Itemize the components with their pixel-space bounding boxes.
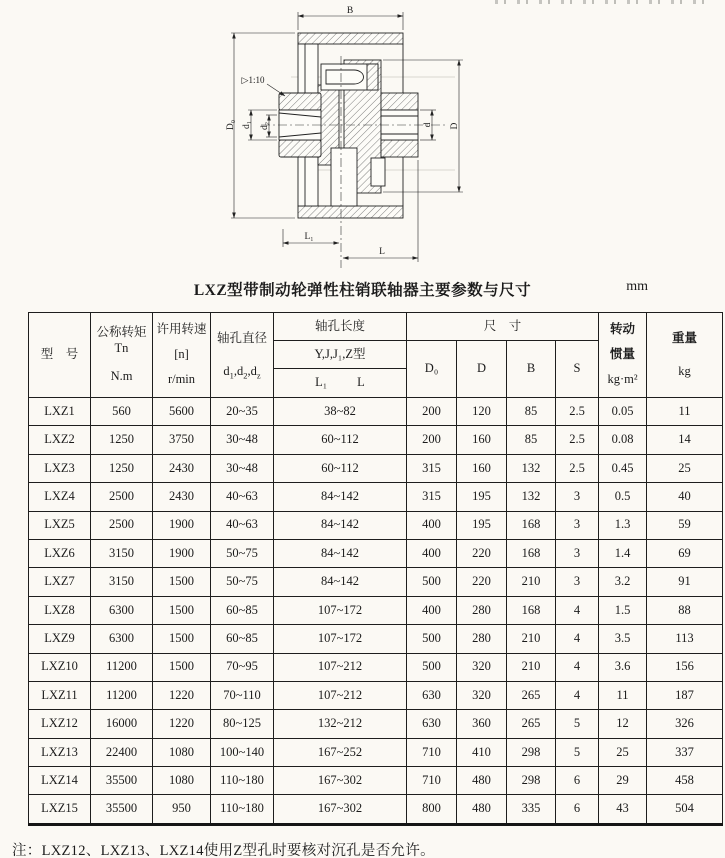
table-cell: LXZ10 — [29, 653, 91, 681]
col-header-D0: D₀ — [407, 341, 457, 398]
table-cell: 3150 — [91, 539, 153, 567]
table-cell: 4 — [556, 681, 599, 709]
table-cell: 168 — [507, 539, 556, 567]
table-cell: 69 — [647, 539, 723, 567]
table-cell: 1250 — [91, 426, 153, 454]
table-cell: 2.5 — [556, 398, 599, 426]
table-row — [29, 738, 723, 766]
table-cell: 43 — [599, 795, 647, 824]
parameters-table — [28, 312, 723, 826]
table-cell: 2500 — [91, 511, 153, 539]
table-cell: 30~48 — [211, 426, 274, 454]
table-cell: 6300 — [91, 625, 153, 653]
table-cell: 156 — [647, 653, 723, 681]
table-cell: 84~142 — [274, 568, 407, 596]
table-cell: 210 — [507, 625, 556, 653]
table-cell: 3150 — [91, 568, 153, 596]
col-header-B: B — [507, 341, 556, 398]
table-cell: 110~180 — [211, 767, 274, 795]
table-cell: 113 — [647, 625, 723, 653]
torque-label-line1: 公称转矩Tn — [96, 325, 147, 355]
table-cell: 38~82 — [274, 398, 407, 426]
footnote: 注：LXZ12、LXZ13、LXZ14使用Z型孔时要核对沉孔是否允许。 — [12, 842, 435, 858]
table-cell: 11 — [599, 681, 647, 709]
table-cell: 710 — [407, 767, 457, 795]
table-cell: 6 — [556, 767, 599, 795]
col-header-bore-types: Y,J,J₁,Z型 — [274, 341, 407, 369]
table-row — [29, 511, 723, 539]
weight-label: 重量 — [672, 330, 698, 345]
table-cell: 132 — [507, 454, 556, 482]
table-cell: 5 — [556, 738, 599, 766]
table-cell: 400 — [407, 511, 457, 539]
table-cell: 480 — [457, 795, 507, 824]
col-header-speed — [153, 313, 211, 398]
table-cell: 107~172 — [274, 596, 407, 624]
table-cell: 337 — [647, 738, 723, 766]
col-header-D: D — [457, 341, 507, 398]
table-cell: LXZ5 — [29, 511, 91, 539]
table-cell: 3750 — [153, 426, 211, 454]
table-cell: 60~112 — [274, 454, 407, 482]
table-cell: 16000 — [91, 710, 153, 738]
table-cell: 70~95 — [211, 653, 274, 681]
table-cell: 100~140 — [211, 738, 274, 766]
table-cell: 800 — [407, 795, 457, 824]
table-cell: 50~75 — [211, 568, 274, 596]
table-cell: 3 — [556, 511, 599, 539]
inertia-unit: kg·m² — [607, 372, 638, 387]
table-cell: 168 — [507, 511, 556, 539]
table-cell: LXZ2 — [29, 426, 91, 454]
table-cell: 200 — [407, 398, 457, 426]
table-cell: 0.05 — [599, 398, 647, 426]
table-cell: 167~252 — [274, 738, 407, 766]
table-cell: 84~142 — [274, 511, 407, 539]
table-cell: 60~85 — [211, 625, 274, 653]
table-cell: LXZ8 — [29, 596, 91, 624]
table-cell: 5600 — [153, 398, 211, 426]
weight-unit: kg — [678, 363, 691, 378]
table-cell: 85 — [507, 426, 556, 454]
table-row — [29, 426, 723, 454]
table-cell: 1900 — [153, 511, 211, 539]
table-cell: LXZ4 — [29, 483, 91, 511]
table-cell: 70~110 — [211, 681, 274, 709]
taper-label: ▷1:10 — [241, 75, 265, 85]
table-cell: 195 — [457, 511, 507, 539]
table-row — [29, 653, 723, 681]
table-cell: 1080 — [153, 738, 211, 766]
table-cell: 326 — [647, 710, 723, 738]
coupling-section-drawing — [221, 0, 501, 272]
table-cell: 40~63 — [211, 511, 274, 539]
table-cell: 280 — [457, 596, 507, 624]
table-cell: 0.5 — [599, 483, 647, 511]
table-row — [29, 795, 723, 824]
table-row — [29, 568, 723, 596]
L-label: L — [357, 375, 365, 390]
table-row — [29, 483, 723, 511]
table-cell: 630 — [407, 681, 457, 709]
table-cell: 630 — [407, 710, 457, 738]
table-cell: 560 — [91, 398, 153, 426]
title-row — [0, 278, 725, 304]
table-cell: 710 — [407, 738, 457, 766]
table-cell: 1500 — [153, 568, 211, 596]
table-cell: 30~48 — [211, 454, 274, 482]
table-cell: LXZ3 — [29, 454, 91, 482]
table-cell: 5 — [556, 710, 599, 738]
table-cell: 84~142 — [274, 539, 407, 567]
torque-label-line2: N.m — [110, 369, 133, 383]
table-cell: 107~172 — [274, 625, 407, 653]
table-cell: 11200 — [91, 653, 153, 681]
table-cell: 195 — [457, 483, 507, 511]
table-cell: 40~63 — [211, 483, 274, 511]
table-cell: 25 — [599, 738, 647, 766]
table-cell: 167~302 — [274, 795, 407, 824]
table-cell: 500 — [407, 653, 457, 681]
table-cell: 315 — [407, 454, 457, 482]
table-cell: 160 — [457, 454, 507, 482]
table-cell: 168 — [507, 596, 556, 624]
col-header-bore-length: 轴孔长度 — [274, 313, 407, 341]
table-cell: 107~212 — [274, 653, 407, 681]
table-cell: LXZ11 — [29, 681, 91, 709]
unit-label: mm — [626, 279, 648, 294]
speed-label-line1: 许用转速 — [156, 322, 207, 337]
table-row — [29, 710, 723, 738]
col-header-L1-L — [274, 369, 407, 398]
table-row — [29, 625, 723, 653]
table-cell: LXZ6 — [29, 539, 91, 567]
table-cell: LXZ9 — [29, 625, 91, 653]
table-cell: 220 — [457, 568, 507, 596]
table-row — [29, 539, 723, 567]
table-cell: 320 — [457, 653, 507, 681]
table-cell: 120 — [457, 398, 507, 426]
table-cell: 200 — [407, 426, 457, 454]
table-cell: 110~180 — [211, 795, 274, 824]
table-cell: 132~212 — [274, 710, 407, 738]
table-cell: 2430 — [153, 454, 211, 482]
table-cell: 187 — [647, 681, 723, 709]
table-cell: 25 — [647, 454, 723, 482]
table-cell: LXZ14 — [29, 767, 91, 795]
table-cell: 500 — [407, 625, 457, 653]
table-cell: 6 — [556, 795, 599, 824]
table-cell: 2500 — [91, 483, 153, 511]
table-cell: 0.08 — [599, 426, 647, 454]
dim-label-L1: L₁ — [304, 232, 314, 242]
table-cell: 1080 — [153, 767, 211, 795]
table-row — [29, 454, 723, 482]
table-cell: 60~112 — [274, 426, 407, 454]
table-cell: 280 — [457, 625, 507, 653]
table-cell: 1.5 — [599, 596, 647, 624]
table-cell: 29 — [599, 767, 647, 795]
table-cell: 20~35 — [211, 398, 274, 426]
table-cell: 315 — [407, 483, 457, 511]
table-cell: 132 — [507, 483, 556, 511]
table-cell: 400 — [407, 539, 457, 567]
table-cell: 22400 — [91, 738, 153, 766]
col-header-model: 型 号 — [29, 313, 91, 398]
table-cell: LXZ12 — [29, 710, 91, 738]
dim-label-d: d — [423, 122, 433, 128]
dim-label-B: B — [346, 6, 354, 16]
table-cell: 3.6 — [599, 653, 647, 681]
table-cell: LXZ7 — [29, 568, 91, 596]
L1-label: L₁ — [315, 375, 328, 390]
table-cell: 3 — [556, 568, 599, 596]
table-cell: 410 — [457, 738, 507, 766]
table-row — [29, 398, 723, 426]
page-title: LXZ型带制动轮弹性柱销联轴器主要参数与尺寸 — [193, 282, 532, 299]
table-cell: 1500 — [153, 653, 211, 681]
table-cell: 4 — [556, 625, 599, 653]
table-cell: 265 — [507, 710, 556, 738]
table-cell: 50~75 — [211, 539, 274, 567]
table-cell: 40 — [647, 483, 723, 511]
table-cell: 91 — [647, 568, 723, 596]
table-cell: 458 — [647, 767, 723, 795]
dim-label-D: D — [450, 122, 460, 130]
dim-label-d1: d₁ — [242, 120, 252, 130]
table-cell: LXZ13 — [29, 738, 91, 766]
table-cell: 0.45 — [599, 454, 647, 482]
table-body — [29, 398, 723, 825]
table-cell: 1250 — [91, 454, 153, 482]
col-header-S: S — [556, 341, 599, 398]
table-cell: 14 — [647, 426, 723, 454]
table-cell: LXZ1 — [29, 398, 91, 426]
table-row — [29, 767, 723, 795]
table-cell: 298 — [507, 738, 556, 766]
table-cell: 265 — [507, 681, 556, 709]
table-cell: 335 — [507, 795, 556, 824]
table-cell: 298 — [507, 767, 556, 795]
dim-label-L: L — [379, 247, 385, 257]
drawing-area — [0, 0, 725, 272]
inertia-label-line1: 转动 — [610, 322, 636, 337]
bore-dia-label: 轴孔直径 — [216, 330, 267, 345]
speed-label-line2: [n] — [174, 347, 189, 362]
table-cell: 1900 — [153, 539, 211, 567]
table-cell: 1.4 — [599, 539, 647, 567]
table-cell: 1220 — [153, 710, 211, 738]
table-cell: 35500 — [91, 795, 153, 824]
table-row — [29, 596, 723, 624]
col-header-torque — [91, 313, 153, 398]
table-cell: 500 — [407, 568, 457, 596]
table-cell: 220 — [457, 539, 507, 567]
table-cell: 3.5 — [599, 625, 647, 653]
cropped-text-artifact — [495, 0, 710, 4]
table-cell: 1220 — [153, 681, 211, 709]
table-cell: 4 — [556, 653, 599, 681]
table-cell: 12 — [599, 710, 647, 738]
table-cell: 88 — [647, 596, 723, 624]
table-cell: 504 — [647, 795, 723, 824]
table-cell: 1500 — [153, 596, 211, 624]
table-cell: 210 — [507, 653, 556, 681]
table-cell: 80~125 — [211, 710, 274, 738]
table-cell: 167~302 — [274, 767, 407, 795]
col-header-dimensions: 尺 寸 — [407, 313, 599, 341]
table-cell: 11 — [647, 398, 723, 426]
dim-label-D0: D₀ — [226, 119, 236, 131]
table-cell: 84~142 — [274, 483, 407, 511]
table-cell: 1.3 — [599, 511, 647, 539]
table-cell: 2.5 — [556, 426, 599, 454]
table-cell: 1500 — [153, 625, 211, 653]
dim-label-d2: d₂ — [260, 121, 270, 131]
table-cell: 950 — [153, 795, 211, 824]
speed-label-line3: r/min — [167, 372, 196, 387]
bore-dia-symbols: $d_1,d_2,d_z$ — [223, 363, 261, 381]
col-header-weight — [647, 313, 723, 398]
table-cell: 360 — [457, 710, 507, 738]
table-cell: 160 — [457, 426, 507, 454]
table-row — [29, 681, 723, 709]
table-cell: 3.2 — [599, 568, 647, 596]
table-cell: 210 — [507, 568, 556, 596]
table-cell: 35500 — [91, 767, 153, 795]
table-cell: 3 — [556, 483, 599, 511]
table-cell: 4 — [556, 596, 599, 624]
table-cell: 3 — [556, 539, 599, 567]
inertia-label-line2: 惯量 — [610, 347, 636, 362]
table-cell: LXZ15 — [29, 795, 91, 824]
table-cell: 6300 — [91, 596, 153, 624]
table-cell: 2430 — [153, 483, 211, 511]
table-cell: 2.5 — [556, 454, 599, 482]
table-cell: 107~212 — [274, 681, 407, 709]
table-cell: 480 — [457, 767, 507, 795]
table-cell: 400 — [407, 596, 457, 624]
col-header-bore-dia — [211, 313, 274, 398]
table-cell: 85 — [507, 398, 556, 426]
table-cell: 59 — [647, 511, 723, 539]
coupling-geometry — [279, 33, 418, 218]
col-header-inertia — [599, 313, 647, 398]
table-cell: 11200 — [91, 681, 153, 709]
table-cell: 60~85 — [211, 596, 274, 624]
table-cell: 320 — [457, 681, 507, 709]
